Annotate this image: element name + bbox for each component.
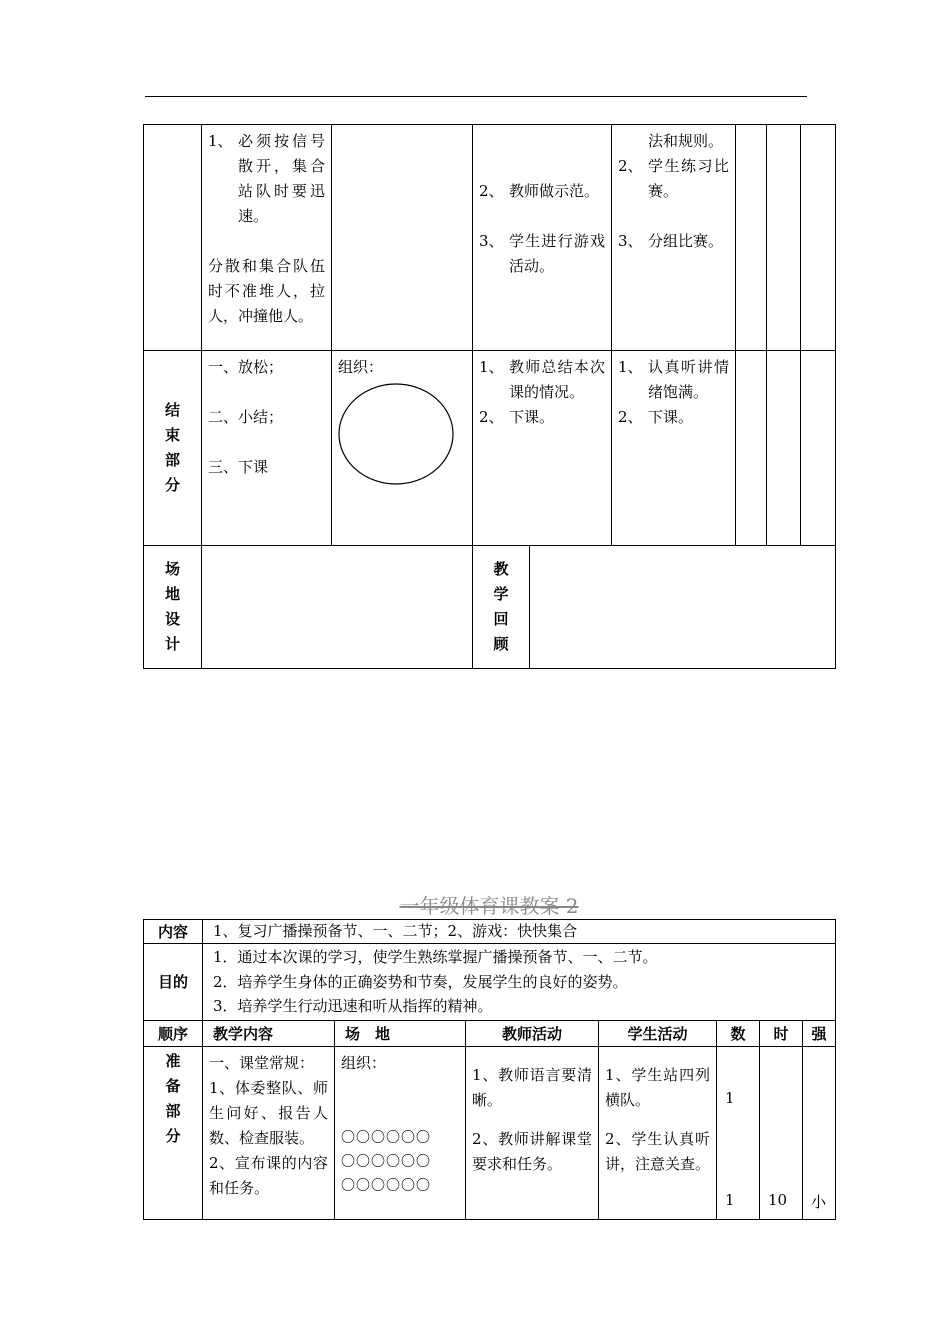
count-cell	[736, 125, 767, 351]
lesson-plan-title: 一年级体育课教案 2	[399, 894, 579, 918]
list-item: 3、 学生进行游戏活动。	[479, 232, 605, 275]
list-item: 2、 教师做示范。	[479, 182, 600, 200]
review-cell	[530, 546, 836, 669]
time-cell: 10	[760, 1046, 803, 1219]
section-label	[144, 125, 202, 351]
header-time: 时	[760, 1020, 803, 1046]
count-cell	[736, 351, 767, 546]
intensity-cell	[801, 125, 836, 351]
header-count: 数	[717, 1020, 760, 1046]
content-cell: 一、课堂常规： 1、体委整队、师生问好、报告人数、检查服装。 2、宣布课的内容和任务。	[203, 1046, 335, 1219]
teacher-cell	[473, 125, 612, 351]
student-cell: 1、学生站四列横队。 2、学生认真听讲，注意关查。	[599, 1046, 717, 1219]
header-site: 场 地	[335, 1020, 466, 1046]
content-note: 分散和集合队伍时不准堆人，拉人，冲撞他人。	[208, 257, 325, 325]
time-cell	[767, 351, 801, 546]
content-label: 内容	[144, 920, 203, 944]
header-rule	[145, 96, 807, 97]
site-cell	[335, 1046, 466, 1219]
site-review-table	[143, 545, 836, 669]
list-item: 2、 学生练习比赛。	[618, 157, 729, 200]
student-cell	[612, 125, 736, 351]
list-item: 1、 认真听讲情绪饱满。	[618, 358, 729, 401]
goal-item: 3．培养学生行动迅速和听从指挥的精神。	[213, 997, 493, 1015]
goal-label: 目的	[144, 944, 203, 1021]
site-cell	[332, 351, 473, 546]
list-item: 3、 分组比赛。	[618, 232, 724, 250]
header-content: 教学内容	[203, 1020, 335, 1046]
goal-item: 1．通过本次课的学习，使学生熟练掌握广播操预备节、一、二节。	[213, 948, 658, 966]
table-row	[144, 944, 836, 1021]
site-cell	[332, 125, 473, 351]
lesson-plan-table	[143, 919, 836, 1220]
list-item: 法和规则。	[648, 132, 724, 150]
formation-row: 〇〇〇〇〇〇	[341, 1153, 431, 1170]
review-label: 教 学 回 顾	[473, 546, 530, 669]
header-order: 顺序	[144, 1020, 203, 1046]
list-item: 1、 教师总结本次课的情况。	[479, 358, 605, 401]
list-item: 1、 必须按信号散开，集合站队时要迅速。	[208, 132, 325, 225]
count-cell: 1 1	[717, 1046, 760, 1219]
table-row	[144, 546, 836, 669]
student-cell	[612, 351, 736, 546]
header-teacher: 教师活动	[466, 1020, 599, 1046]
list-item: 2、 下课。	[618, 408, 694, 426]
site-design-cell	[202, 546, 473, 669]
formation-row: 〇〇〇〇〇〇	[341, 1177, 431, 1194]
content-value: 1、复习广播操预备节、一、二节；2、游戏：快快集合	[203, 920, 836, 944]
org-label: 组织：	[338, 358, 384, 376]
intensity-cell: 小	[803, 1046, 836, 1219]
teacher-cell: 1、教师语言要清晰。 2、教师讲解课堂要求和任务。	[466, 1046, 599, 1219]
formation-row: 〇〇〇〇〇〇	[341, 1129, 431, 1146]
circle-formation-diagram	[338, 382, 463, 490]
table-row	[144, 125, 836, 351]
table-row	[144, 1046, 836, 1219]
goals-cell	[203, 944, 836, 1021]
teacher-cell	[473, 351, 612, 546]
lesson-table-continued	[143, 124, 836, 546]
section-label: 结 束 部 分	[144, 351, 202, 546]
header-intensity: 强	[803, 1020, 836, 1046]
goal-item: 2．培养学生身体的正确姿势和节奏，发展学生的良好的姿势。	[213, 972, 628, 991]
header-row	[144, 1020, 836, 1046]
content-cell	[202, 125, 332, 351]
content-cell: 一、放松； 二、小结； 三、下课	[202, 351, 332, 546]
site-design-label: 场 地 设 计	[144, 546, 202, 669]
intensity-cell	[801, 351, 836, 546]
table-row	[144, 351, 836, 546]
org-label: 组织：	[341, 1053, 387, 1072]
time-cell	[767, 125, 801, 351]
table-row	[144, 920, 836, 944]
header-student: 学生活动	[599, 1020, 717, 1046]
section-label: 准 备 部 分	[144, 1046, 203, 1219]
list-item: 2、 下课。	[479, 408, 555, 426]
